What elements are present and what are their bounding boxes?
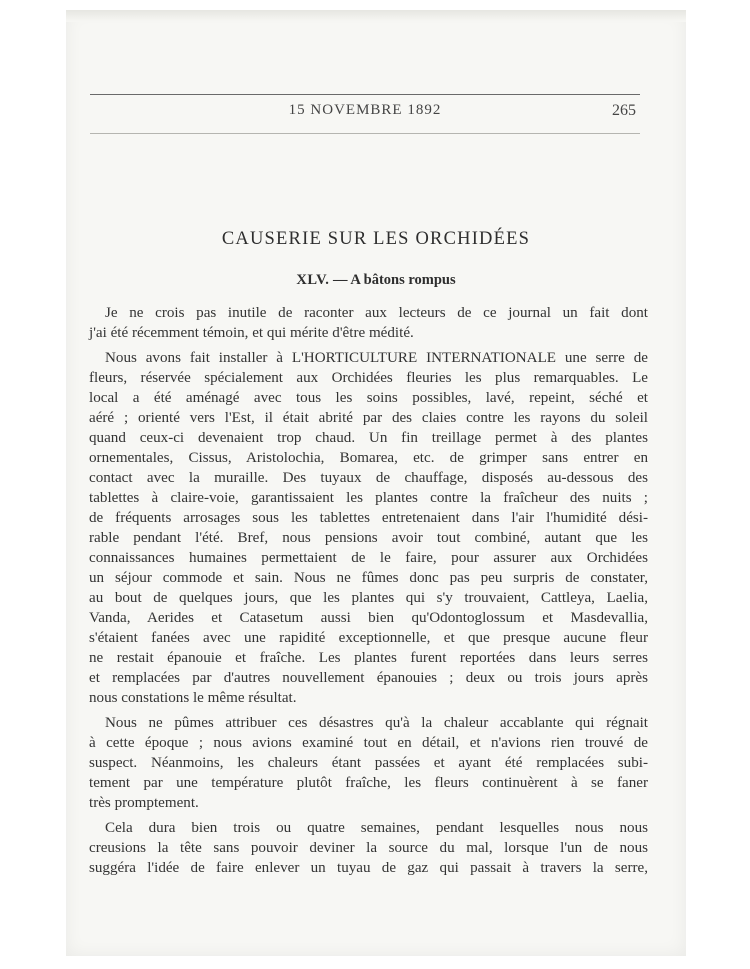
text-line: quand ceux-ci devenaient trop chaud. Un fin treillage permet à des plantes [89,430,648,446]
text-line: j'ai été récemment témoin, et qui mérite d'être médité. [89,325,414,341]
text-line: ne restait épanouie et fraîche. Les plantes furent reportées dans leurs serres [89,650,648,666]
text-line: et remplacées par d'autres nouvellement épanouies ; deux ou trois jours après [89,670,648,686]
text-line: Nous avons fait installer à L'HORTICULTURE INTERNATIONALE une serre de [105,350,648,366]
text-line: Vanda, Aerides et Catasetum aussi bien qu'Odontoglossum et Masdevallia, [89,610,648,626]
header-date: 15 NOVEMBRE 1892 [288,102,442,118]
text-line: rable pendant l'été. Bref, nous pensions avoir tout combiné, autant que les [89,530,648,546]
article-title: CAUSERIE SUR LES ORCHIDÉES [221,229,531,249]
text-line: aéré ; orienté vers l'Est, il était abrité par des claies contre les rayons du soleil [89,410,648,426]
text-line: ornementales, Cissus, Aristolochia, Bomarea, etc. de grimper sans entrer en [89,450,648,466]
text-line: fleurs, réservée spécialement aux Orchidées fleuries les plus remarquables. Le [89,370,648,386]
text-line: tement par une température plutôt fraîche, les fleurs continuèrent à se faner [89,775,648,791]
text-line: creusions la tête sans pouvoir deviner la source du mal, lorsque l'un de nous [89,840,648,856]
text-line: de fréquents arrosages sous les tablettes entretenaient dans l'air l'humidité dési- [89,510,648,526]
text-line: suspect. Néanmoins, les chaleurs étant passées et ayant été remplacées subi- [89,755,648,771]
text-line: suggéra l'idée de faire enlever un tuyau de gaz qui passait à travers la serre, [89,860,648,876]
subtitle-numeral: XLV. [296,272,330,288]
scan-edge [66,10,686,22]
text-line: nous constations le même résultat. [89,690,297,706]
article-subtitle [66,272,686,289]
text-line: Nous ne pûmes attribuer ces désastres qu'à la chaleur accablante qui régnait [105,715,648,731]
text-line: contact avec la muraille. Des tuyaux de chauffage, disposés au-dessous des [89,470,648,486]
running-header [90,94,640,134]
text-line: tablettes à claire-voie, garantissaient les plantes contre la fraîcheur des nuits ; [89,490,648,506]
text-line: s'étaient fanées avec une rapidité exceptionnelle, et que presque aucune fleur [89,630,648,646]
text-line: très promptement. [89,795,199,811]
text-line: Je ne crois pas inutile de raconter aux lecteurs de ce journal un fait dont [105,305,648,321]
text-line: à cette époque ; nous avions examiné tout en détail, et n'avions rien trouvé de [89,735,648,751]
text-line: connaissances humaines permettaient de le faire, pour assurer aux Orchidées [89,550,648,566]
text-line: local a été aménagé avec tous les soins possibles, lavé, repeint, séché et [89,390,648,406]
page-sheet [66,10,686,956]
text-line: un séjour commode et sain. Nous ne fûmes donc pas peu surpris de constater, [89,570,648,586]
page-number: 265 [612,102,636,119]
subtitle-text: — A bâtons rompus [333,272,456,288]
text-line: au bout de quelques jours, que les plantes qui s'y trouvaient, Cattleya, Laelia, [89,590,648,606]
text-line: Cela dura bien trois ou quatre semaines, pendant lesquelles nous nous [105,820,648,836]
